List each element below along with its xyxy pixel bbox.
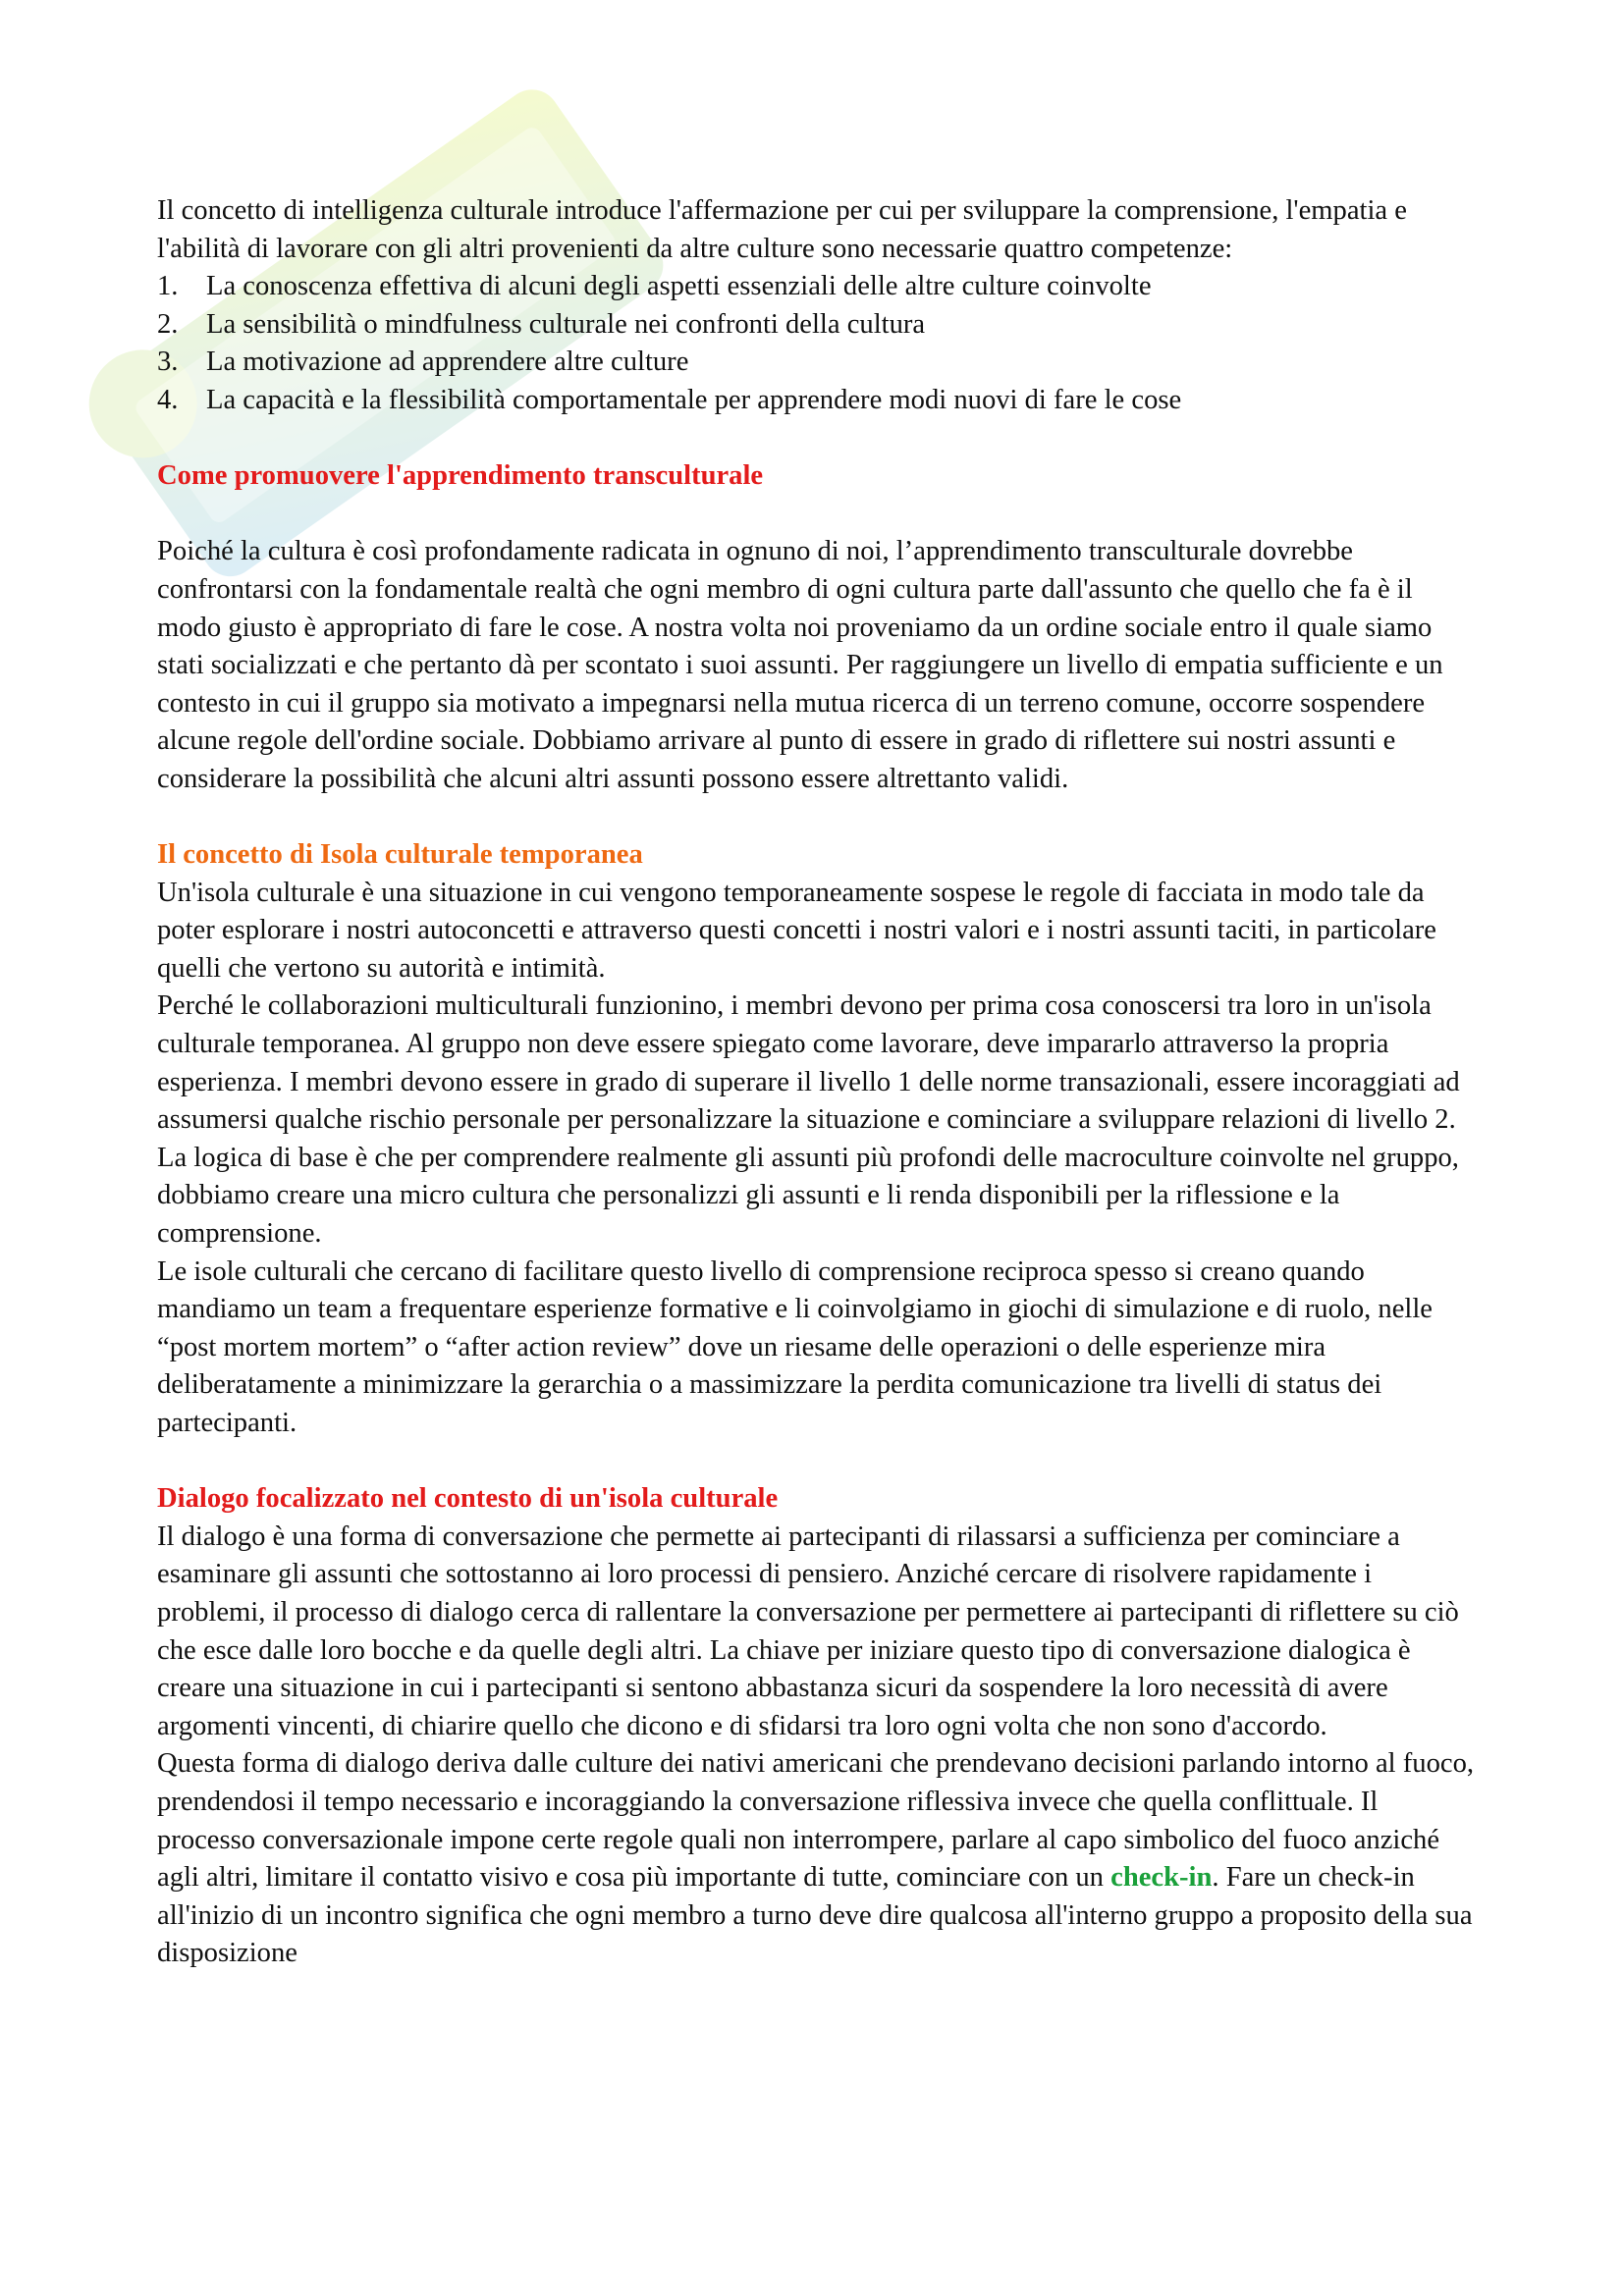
section-heading-focused-dialogue: Dialogo focalizzato nel contesto di un'isola culturale [157, 1483, 779, 1515]
section2-paragraph: Le isole culturali che cercano di facilitare questo livello di comprensione reciproca spesso si creano quando mandiamo un team a frequentare esperienze formative e li coinvolgiamo in giochi di simulazione e di ruolo, nelle “post mortem mortem” o “after action review” dove un riesame delle operazioni o delle esperienze mira deliberatamente a minimizzare la gerarchia o a massimizzare la perdita comunicazione tra livelli di status dei partecipanti. [157, 1255, 1433, 1438]
section2-paragraph: Perché le collaborazioni multiculturali funzionino, i membri devono per prima cosa conoscersi tra loro in un'isola culturale temporanea. Al gruppo non deve essere spiegato come lavorare, deve impararlo attraverso la propria esperienza. I membri devono essere in grado di superare il livello 1 delle norme transazionali, essere incoraggiati ad assumersi qualche rischio personale per personalizzare la situazione e cominciare a sviluppare relazioni di livello 2. [157, 990, 1460, 1136]
section-heading-cultural-island: Il concetto di Isola culturale temporanea [157, 839, 643, 871]
section3-paragraph: Il dialogo è una forma di conversazione che permette ai partecipanti di rilassarsi a sufficienza per cominciare a esaminare gli assunti che sottostanno ai loro processi di pensiero. Anziché cercare di risolvere rapidamente i problemi, il processo di dialogo cerca di rallentare la conversazione per permettere ai partecipanti di riflettere su ciò che esce dalle loro bocche e da quelle degli altri. La chiave per iniziare questo tipo di conversazione dialogica è creare una situazione in cui i partecipanti si sentono abbastanza sicuri da sospendere la loro necessità di avere argomenti vincenti, di chiarire quello che dicono e di sfidarsi tra loro ogni volta che non sono d'accordo. [157, 1521, 1459, 1741]
check-in-keyword: check-in [1110, 1862, 1213, 1894]
list-item: 2. La sensibilità o mindfulness culturale nei confronti della cultura [157, 308, 926, 340]
section2-paragraph: La logica di base è che per comprendere realmente gli assunti più profondi delle macroculture coinvolte nel gruppo, dobbiamo creare una micro cultura che personalizzi gli assunti e li renda disponibili per la riflessione e la comprensione. [157, 1142, 1459, 1250]
document-page [157, 192, 1483, 1973]
list-item: 1. La conoscenza effettiva di alcuni degli aspetti essenziali delle altre culture coinvolte [157, 271, 1152, 302]
intro-paragraph: Il concetto di intelligenza culturale introduce l'affermazione per cui per sviluppare la comprensione, l'empatia e l'abilità di lavorare con gli altri provenienti da altre culture sono necessarie quattro competenze: [157, 195, 1407, 264]
competences-list [157, 268, 1483, 419]
section3-paragraph: Questa forma di dialogo deriva dalle culture dei nativi americani che prendevano decisioni parlando intorno al fuoco, prendendosi il tempo necessario e incoraggiando la conversazione riflessiva invece che quella conflittuale. Il processo conversazionale impone certe regole quali non interrompere, parlare al capo simbolico del fuoco anziché agli altri, limitare il contatto visivo e cosa più importante di tutte, cominciare con un check-in. Fare un check-in all'inizio di un incontro significa che ogni membro a turno deve dire qualcosa all'interno gruppo a proposito della sua disposizione [157, 1748, 1475, 1969]
section2-paragraph: Un'isola culturale è una situazione in cui vengono temporaneamente sospese le regole di facciata in modo tale da poter esplorare i nostri autoconcetti e attraverso questi concetti i nostri valori e i nostri assunti taciti, in particolare quelli che vertono su autorità e intimità. [157, 877, 1436, 984]
section1-paragraph: Poiché la cultura è così profondamente radicata in ognuno di noi, l’apprendimento transculturale dovrebbe confrontarsi con la fondamentale realtà che ogni membro di ogni cultura parte dall'assunto che quello che fa è il modo giusto è appropriato di fare le cose. A nostra volta noi proveniamo da un ordine sociale entro il quale siamo stati socializzati e che pertanto dà per scontato i suoi assunti. Per raggiungere un livello di empatia sufficiente e un contesto in cui il gruppo sia motivato a impegnarsi nella mutua ricerca di un terreno comune, occorre sospendere alcune regole dell'ordine sociale. Dobbiamo arrivare al punto di essere in grado di riflettere sui nostri assunti e considerare la possibilità che alcuni altri assunti possono essere altrettanto validi. [157, 536, 1443, 794]
section-heading-transcultural-learning: Come promuovere l'apprendimento transculturale [157, 460, 764, 492]
list-item: 3. La motivazione ad apprendere altre culture [157, 347, 689, 378]
list-item: 4. La capacità e la flessibilità comportamentale per apprendere modi nuovi di fare le cose [157, 384, 1182, 415]
